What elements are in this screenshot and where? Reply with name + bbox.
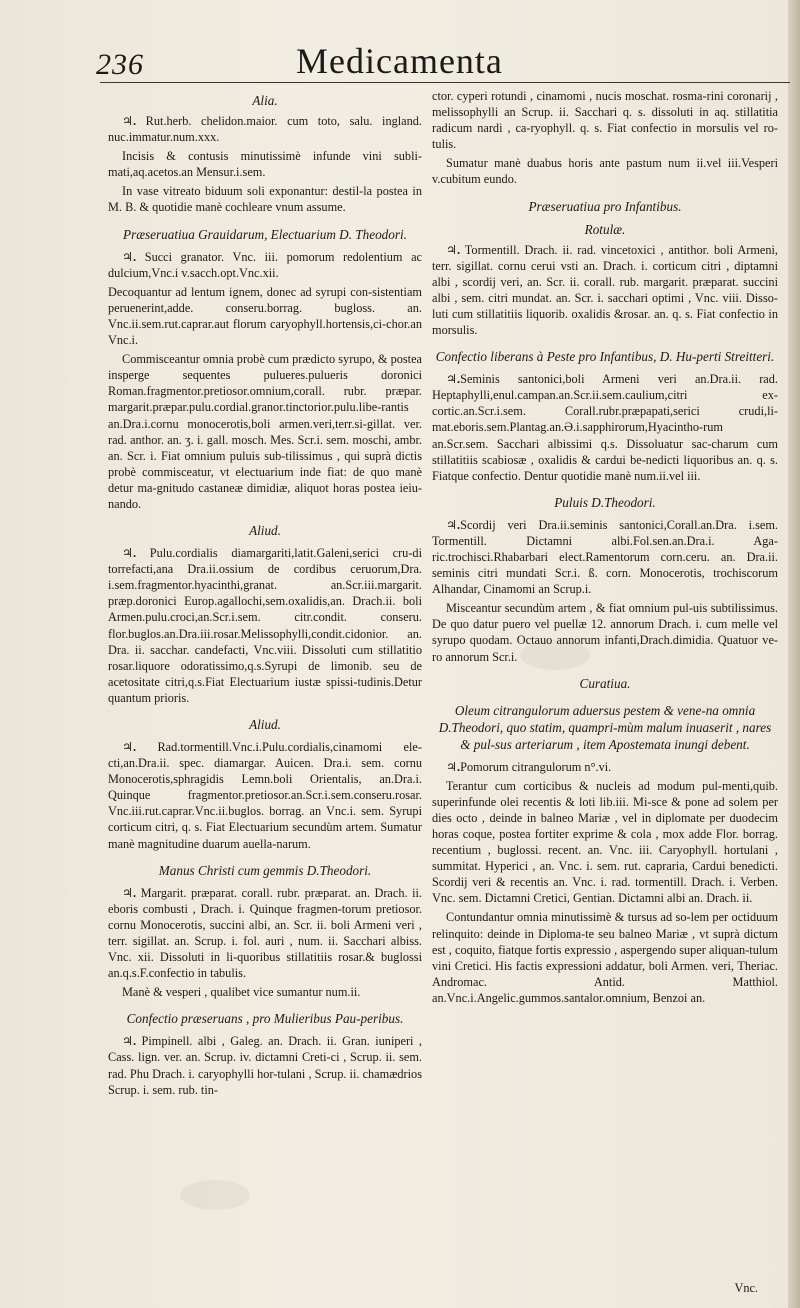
recipe-heading: Aliud. xyxy=(249,523,281,539)
recipe-ingredients: ♃.Pomorum citrangulorum n°.vi. xyxy=(446,759,612,774)
recipe-ingredients: ♃. Tormentill. Drach. ii. rad. vincetoxici , antithor. boli Armeni, terr. sigillat. cornu cerui vsti an. Drach. i. corticum citri , diptamni albi , scordij veri, an. Scr. ii. corall. rub. margarit. præparat. succini albi , sem. citri mundat. an. Scr. i. sacchari optimi , Vnc. viii. Disso-luti cum stillatitiis liquorib. oxalidis &rosar. an. q. s. Fiat confectio in morsulis. xyxy=(432,242,778,338)
recipe-continuation: ctor. cyperi rotundi , cinamomi , nucis moschat. rosma-rini coronarij , melissophylli an Scrup. ii. Sacchari q. s. dissoluti in aq. stillatitia radicum nardi , ca-ryophyll. q. s. Fiat confectio in morsulis vel ro-tulis. xyxy=(432,89,778,152)
header-rule xyxy=(100,82,790,83)
recipe-ingredients: ♃. Margarit. præparat. corall. rubr. præparat. an. Drach. ii. eboris combusti , Drach. i. Quinque fragmen-torum pretiosor. cornu Monocerotis, succini albi, an. Scr. ii. boli Armeni veri , terr. sigillat. an. Scrup. i. fol. auri , num. ii. Sacchari albiss. Vnc. xii. Dissoluti in li-quoribus stillatitiis rosar.& buglossi an.q.s.F.confectio in tabulis. xyxy=(108,885,422,981)
paper-stain xyxy=(180,1180,250,1210)
recipe-heading: Confectio præseruans , pro Mulieribus Pau-peribus. xyxy=(126,1011,404,1027)
running-title: Medicamenta xyxy=(296,41,503,81)
recipe-paragraph: Decoquantur ad lentum ignem, donec ad syrupi con-sistentiam peruenerint,adde. conseru.borrag. bugloss. an. Vnc.ii.sem.rut.caprar.aut florum caryophyll.hortensis,ci-chor.an Vnc.i. xyxy=(108,284,422,348)
recipe-ingredients: ♃.Seminis santonici,boli Armeni veri an.Dra.ii. rad. Heptaphylli,enul.campan.an.Scr.ii.sem.caulium,citri ex-cortic.an.Scr.i.sem. Corall.rubr.præpapati,serici crudi,li-mat.eboris.sem.Plantag.an.Ə.i.sapphirorum,Hyacintho-rum an.Scr.sem. Sacchari albissimi q.s. Dissoluatur sac-charum cum stillatitiis scabiosæ , oxalidis & cardui be-nedicti liquoribus an. q. s. Fiatque confectio. Dentur quotidie manè num.ii.vel iii. xyxy=(432,372,778,483)
recipe-heading: Manus Christi cum gemmis D.Theodori. xyxy=(158,862,372,878)
recipe-ingredients: ♃. Pimpinell. albi , Galeg. an. Drach. ii. Gran. iuniperi , Cass. lign. ver. an. Scrup. iv. dictamni Creti-ci , Scrup. ii. sem. rad. Phu Drach. i. caryophylli hor-tulani , Scrup. ii. chamædrios Scrup. i. sem. rub. tin- xyxy=(108,1034,422,1097)
recipe-paragraph: Commisceantur omnia probè cum prædicto syrupo, & postea insperge sequentes pulueres.pulueris doronici Roman.fragmentor.pretiosor.omnium,corall. rubr. præpar. margarit.præpar.pulu.cordial.granor.tinctorior.pulu.libe-rantis an.Dra.i.cornu monocerotis,boli armen.veri,terr.si-gillat. ver. rad. anthor. an. ʒ. i. gall. mosch. Mes. Scr.i. sem. moschi, ambr. an. Scr. i. Fiat omnium puluis sub-tilissimus , qui suprà dictis probè commisceatur, vt electuarium inde fiat: de quo manè detur ma-gnitudo castaneæ dimidiæ, aliquot horas postea ieiu-nando. xyxy=(108,352,422,511)
recipe-subheading: Rotulæ. xyxy=(584,221,626,237)
catchword: Vnc. xyxy=(734,1281,758,1295)
recipe-ingredients: ♃. Rut.herb. chelidon.maior. cum toto, salu. ingland. nuc.immatur.num.xxx. xyxy=(108,114,422,145)
recipe-ingredients: ♃. Rad.tormentill.Vnc.i.Pulu.cordialis,cinamomi ele-cti,an.Dra.ii. spec. diamargar. Auicen. Dra.i. sem. cornu Monocerotis,sphragidis Lemn.boli Orientalis, an.Dra.i. Quinque fragmentor.pretiosor.an.Scr.i.sem.conseru.rosar. Vnc.iii.rut.caprar.Vnc.ii.buglos. borrag. an Vnc.i. sem. Syrupi corticum citri, q. s. Fiat Electuarium secundùm artem. Sumatur manè magnitudine duarum auella-narum. xyxy=(108,740,422,851)
recipe-heading: Præseruatiua Grauidarum, Electuarium D. Theodori. xyxy=(123,226,407,242)
recipe-paragraph: Manè & vesperi , qualibet vice sumantur num.ii. xyxy=(122,985,361,1000)
recipe-heading: Confectio liberans à Peste pro Infantibus, D. Hu-perti Streitteri. xyxy=(435,349,775,365)
page-gutter xyxy=(788,0,800,1308)
recipe-paragraph: Misceantur secundùm artem , & fiat omnium pul-uis subtilissimus. De quo datur puero vel puellæ 12. annorum Drach. i. cum melle vel syrupo quodam. Octauo annorum infanti,Drach.dimidia. Quatuor ve-ro annorum Scr.i. xyxy=(432,601,778,664)
recipe-ingredients: ♃.Scordij veri Dra.ii.seminis santonici,Corall.an.Dra. i.sem. Tormentill. Dictamni albi.Fol.sen.an.Dra.i. Aga-ric.trochisci.Rhabarbari elect.Ramentorum corn.ceru. an. Dra.ii. seminis citri mundati Scr.i. ß. corn. Monocerotis, trochiscorum Alhandar, Cinamomi an Scrup.i. xyxy=(432,517,778,597)
recipe-paragraph: Terantur cum corticibus & nucleis ad modum pul-menti,quib. superinfunde olei recentis & loti lib.iii. Mi-sce & pone ad solem per dies octo , deinde in balneo Mariæ , vel in diplomate per duodecim horas coque, postea fortiter exprime & cola , mox adde Flor. borrag. recentium , buglossi. recent. an. Vnc. iii. Caryophyll. hortulani , summitat. Hyperici , an. Vnc. i. sem. rut. capraria, Cardui benedicti. Scordij veri & recentis an. Vnc. i. rad. tormentill. Drach. i. Verben. Vnc. sem. Dictamni Cretici, Gentian. Dictamni albi an. Drach. ii. xyxy=(432,778,778,906)
recipe-heading: Alia. xyxy=(252,93,278,108)
recipe-paragraph: Contundantur omnia minutissimè & tursus ad so-lem per octiduum relinquito: deinde in Diploma-te seu balneo Mariæ , vt suprà dictum est , coquito, fiatque fortis expressio , aspergendo super aliquan-tulum vini Cretici. His factis expressioni addatur, boli Armen. veri, Theriac. Andromac. Antid. Matthiol. an.Vnc.i.Angelic.gummos.santalor.omnium, Benzoi an. xyxy=(432,910,778,1005)
recipe-ingredients: ♃. Pulu.cordialis diamargariti,latit.Galeni,serici cru-di torrefacti,ana Dra.ii.ossium de cordibus ceruorum,Dra. i.sem.fragmentor.hyacinthi,granat. an.Scr.iii.margarit. præp.doronici Europ.agallochi,sem.oxalidis,an. Drach.ii. boli Armen.pulu.croci,an.Scr.i.sem. citr.condit. conseru. flor.buglos.an.Dra.iii.rosar.Melissophylli,condit.cidonior. an. Dra. ii. sacchar. candefacti, Vnc.viii. Dissoluti cum stillatitio rosar.liquore odoratissimo,q.s.Syrupi de limonib. seu de acetositate citri,q.s.Fiat Electuarium iustæ spissi-tudinis.Detur quantum prioris. xyxy=(108,546,422,705)
page-number: 236 xyxy=(96,48,144,81)
recipe-heading: Aliud. xyxy=(249,717,281,732)
recipe-paragraph: Sumatur manè duabus horis ante pastum num ii.vel iii.Vesperi v.cubitum eundo. xyxy=(432,156,778,187)
recipe-heading: Præseruatiua pro Infantibus. xyxy=(528,198,682,214)
recipe-paragraph: In vase vitreato biduum soli exponantur: destil-la postea in M. B. & quotidie manè cochleare vnum assume. xyxy=(108,184,422,215)
section-heading: Curatiua. xyxy=(579,675,631,691)
recipe-heading: Oleum citrangulorum aduersus pestem & vene-na omnia D.Theodori, quo statim, quampri-mùm malum inuaserit , nares & pul-sus arteriarum , item Apostemata inungi debent. xyxy=(438,702,772,752)
recipe-heading: Puluis D.Theodori. xyxy=(554,494,656,510)
left-column xyxy=(108,88,422,1101)
recipe-ingredients: ♃. Succi granator. Vnc. iii. pomorum redolentium ac dulcium,Vnc.i v.sacch.opt.Vnc.xii. xyxy=(108,249,422,280)
right-column xyxy=(432,88,778,1009)
recipe-paragraph: Incisis & contusis minutissimè infunde vini subli-mati,aq.acetos.an Mensur.i.sem. xyxy=(108,149,422,180)
